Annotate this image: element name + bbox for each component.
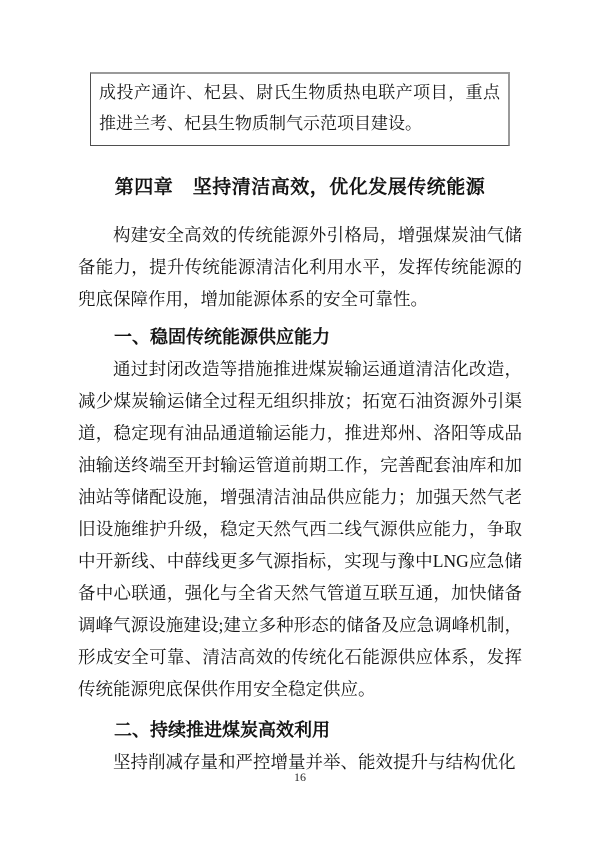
section-body-2: 坚持削减存量和严控增量并举、能效提升与结构优化 — [113, 752, 516, 772]
chapter-intro-paragraph: 构建安全高效的传统能源外引格局，增强煤炭油气储备能力，提升传统能源清洁化利用水平，发挥传统能源的兜底保障作用，增加能源体系的安全可靠性。 — [78, 225, 522, 309]
chapter-heading: 第四章 坚持清洁高效，优化发展传统能源 — [114, 177, 486, 198]
section-heading-1: 一、稳固传统能源供应能力 — [114, 327, 330, 347]
boxed-paragraph: 成投产通许、杞县、尉氏生物质热电联产项目，重点推进兰考、杞县生物质制气示范项目建设。 — [90, 72, 510, 146]
page-number: 16 — [294, 770, 306, 784]
section-heading-2: 二、持续推进煤炭高效利用 — [114, 720, 330, 740]
page-content — [78, 0, 522, 778]
section-body-1: 通过封闭改造等措施推进煤炭输运通道清洁化改造，减少煤炭输运储全过程无组织排放；拓宽石油资源外引渠道，稳定现有油品通道输运能力，推进郑州、洛阳等成品油输送终端至开封输运管道前期工作，完善配套油库和加油站等储配设施，增强清洁油品供应能力；加强天然气老旧设施维护升级，稳定天然气西二线气源供应能力，争取中开新线、中薛线更多气源指标，实现与豫中LNG应急储备中心联通，强化与全省天然气管道互联互通，加快储备调峰气源设施建设;建立多种形态的储备及应急调峰机制，形成安全可靠、清洁高效的传统化石能源供应体系，发挥传统能源兜底保供作用安全稳定供应。 — [78, 359, 522, 699]
